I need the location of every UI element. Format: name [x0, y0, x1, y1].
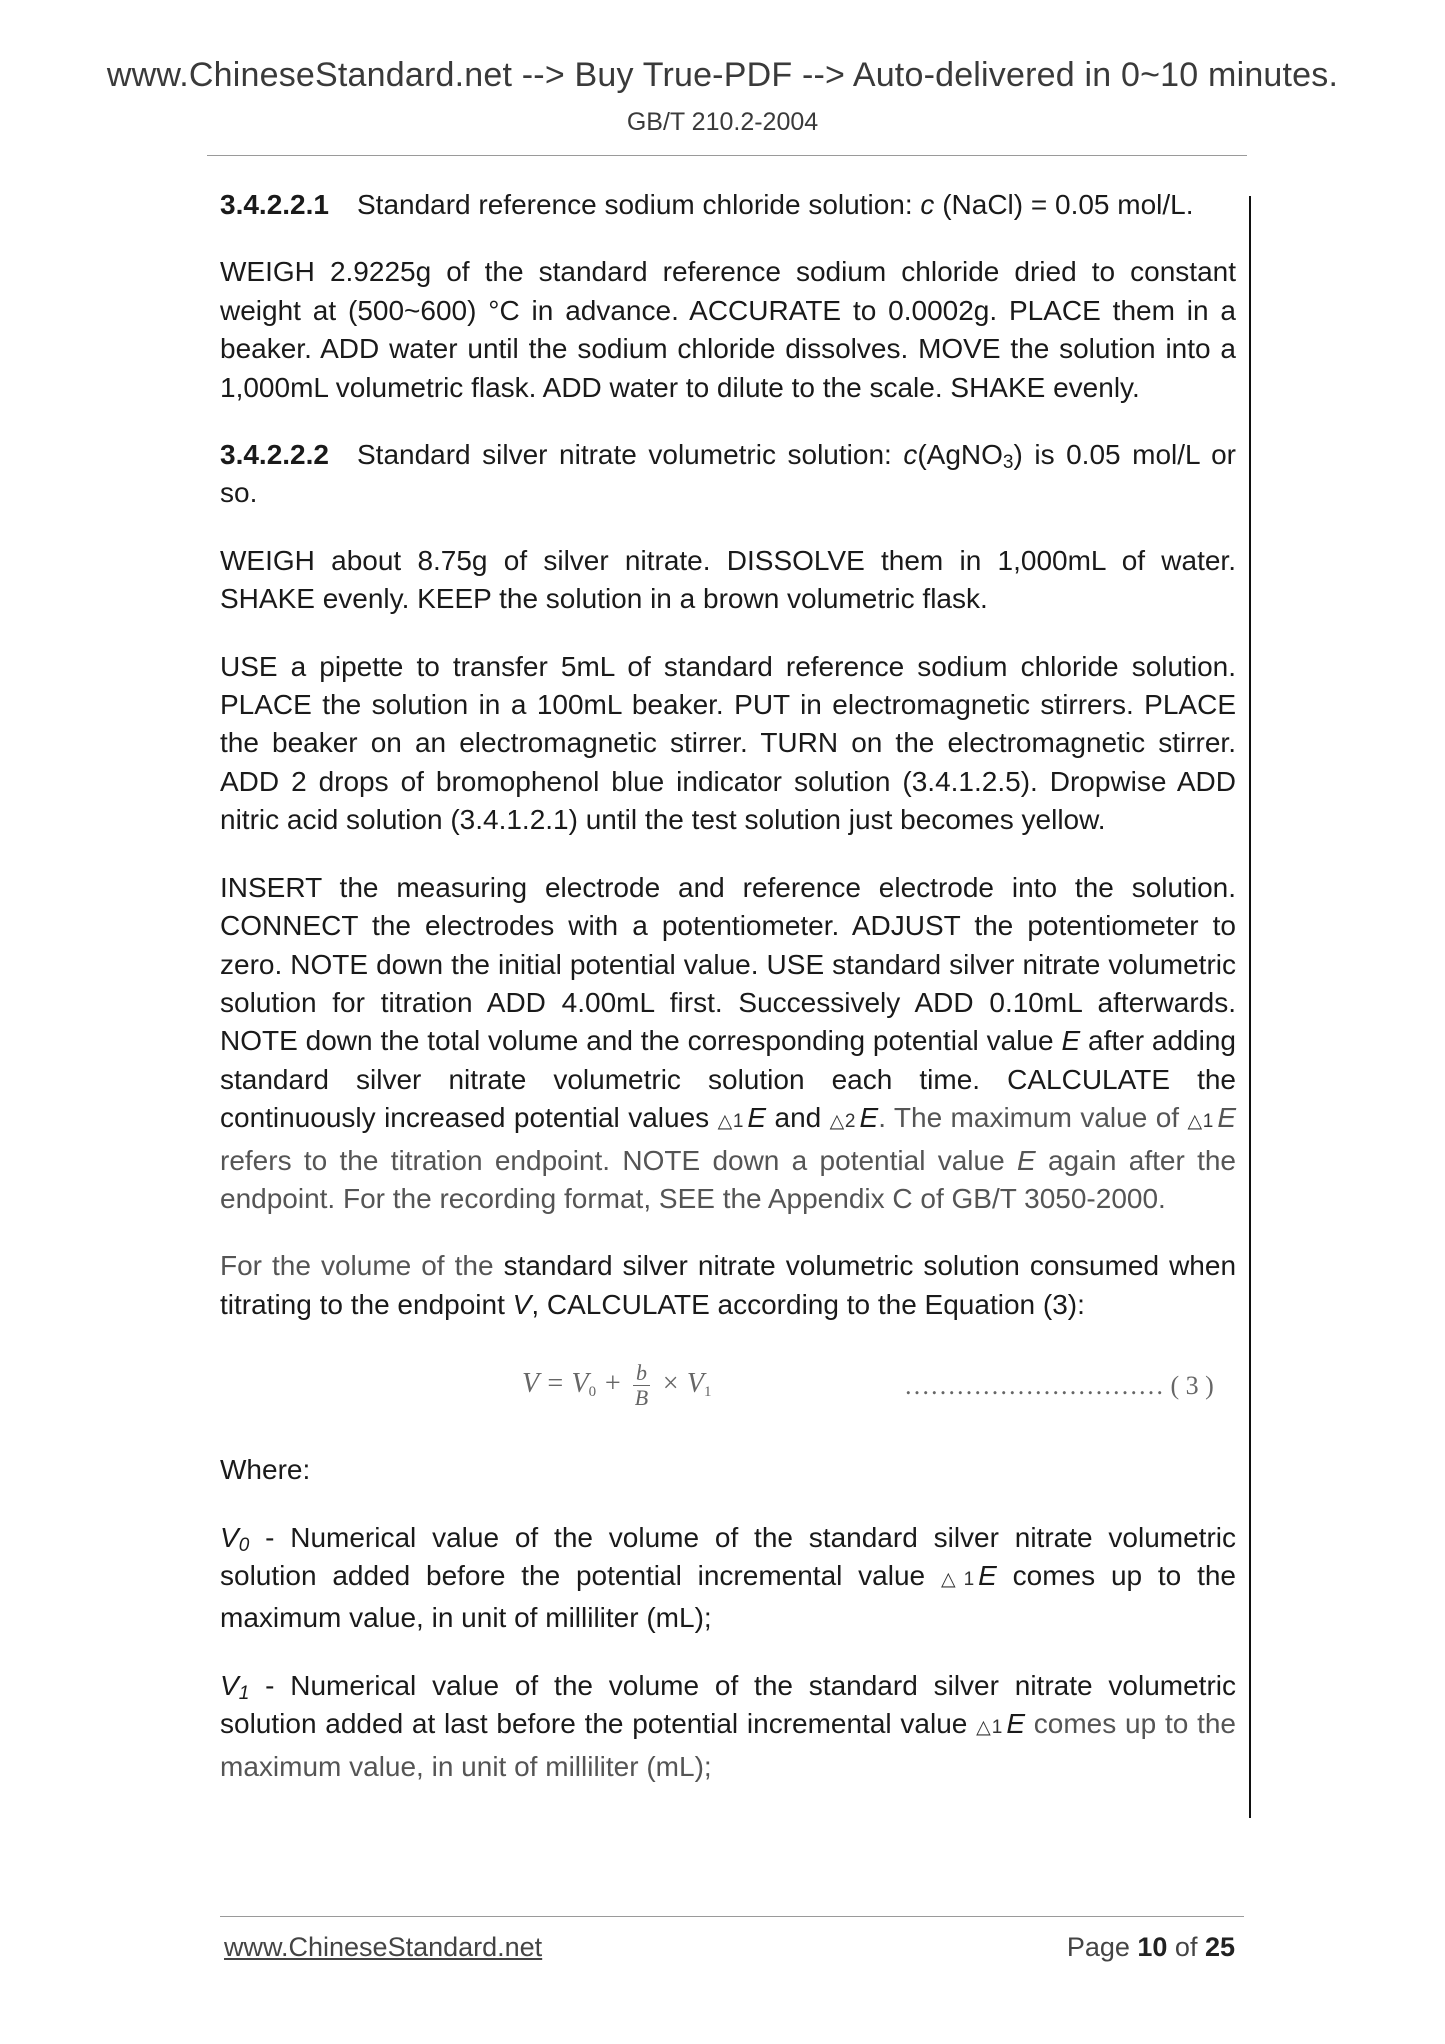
volume-symbol: V — [220, 1521, 239, 1553]
page-total: 25 — [1204, 1932, 1235, 1962]
potential-symbol: E — [1061, 1025, 1081, 1057]
text-run: after adding standard silver nitrate volumetric solution each time. CALCULATE the continuously increased potential values — [220, 1025, 1236, 1134]
concentration-symbol: c — [920, 189, 935, 220]
where-label: Where: — [220, 1454, 311, 1486]
potential-symbol: E — [978, 1559, 997, 1591]
footer-site-link[interactable]: www.ChineseStandard.net — [224, 1932, 543, 1962]
concentration-symbol: c — [903, 439, 918, 471]
delta-symbol: △1 — [717, 1111, 744, 1133]
section-title: Standard reference sodium chloride solution: — [356, 189, 921, 220]
delta-symbol: △1 — [1187, 1111, 1214, 1133]
text-run: For the volume of the — [220, 1250, 494, 1282]
text-run: refers to the titration endpoint. NOTE down a potential value — [220, 1144, 1017, 1176]
equation-times: × V — [654, 1368, 705, 1400]
text-run: comes up to the maximum value, in unit of milliliter (mL); — [220, 1708, 1236, 1782]
text-run: , CALCULATE according to the Equation (3): — [531, 1288, 1085, 1320]
text-run: again after the endpoint. For the recording format, SEE the Appendix C of GB/T 3050-2000. — [220, 1144, 1236, 1214]
text-run: comes up to the maximum value, in unit of milliliter (mL); — [220, 1559, 1236, 1634]
potential-symbol: E — [1016, 1144, 1036, 1176]
text-run: - Numerical value of the volume of the standard silver nitrate volumetric solution added at last before the potential incremental value — [220, 1669, 1236, 1740]
volume-symbol: V — [512, 1288, 532, 1320]
formula-pre: (AgNO — [917, 439, 1003, 471]
subscript: 1 — [238, 1682, 250, 1704]
potential-symbol: E — [859, 1102, 879, 1134]
equation-3 — [220, 1353, 1236, 1423]
paragraph-weigh-agno3: WEIGH about 8.75g of silver nitrate. DISSOLVE them in 1,000mL of water. SHAKE evenly. KEEP the solution in a brown volumetric flask. — [220, 544, 1236, 615]
paragraph-volume — [220, 1247, 1236, 1324]
of-word: of — [1167, 1932, 1205, 1962]
delta-symbol: △1 — [976, 1717, 1003, 1739]
page-word: Page — [1066, 1932, 1138, 1962]
numerator: b — [633, 1361, 650, 1386]
section-title: Standard silver nitrate volumetric solution: — [356, 439, 904, 471]
header-banner: www.ChineseStandard.net --> Buy True-PDF --> Auto-delivered in 0~10 minutes. — [106, 56, 1339, 94]
equation-lhs: V = V — [522, 1368, 589, 1400]
paragraph-weigh-nacl: WEIGH 2.9225g of the standard reference sodium chloride dried to constant weight at (500~600) °C in advance. ACCURATE to 0.0002g. PLACE them in a beaker. ADD water until the sodium chloride dissolves. MOVE the solution into a 1,000mL volumetric flask. ADD water to dilute to the scale. SHAKE evenly. — [220, 256, 1236, 403]
equation-expression — [522, 1361, 712, 1410]
volume-symbol: V — [220, 1669, 239, 1701]
potential-symbol: E — [747, 1102, 767, 1134]
section-3-4-2-2-1 — [220, 186, 1236, 224]
potential-symbol: E — [1006, 1708, 1025, 1740]
page-indicator — [1067, 1932, 1235, 1963]
text-run: and — [766, 1102, 830, 1134]
text-run: . The maximum value of — [878, 1102, 1188, 1134]
section-number: 3.4.2.2.1 — [220, 189, 329, 220]
text-run: standard silver nitrate volumetric solution consumed when titrating to the endpoint — [220, 1250, 1237, 1320]
equation-plus: + — [596, 1368, 630, 1400]
formula-subscript: 3 — [1002, 452, 1014, 474]
subscript: 0 — [238, 1534, 250, 1556]
denominator: B — [634, 1385, 649, 1411]
text-run: - Numerical value of the volume of the standard silver nitrate volumetric solution added before the potential incremental value — [220, 1521, 1236, 1591]
standard-code: GB/T 210.2-2004 — [626, 108, 819, 136]
change-bar — [1249, 196, 1251, 1818]
document-body — [220, 186, 1236, 1815]
section-3-4-2-2-2 — [220, 436, 1236, 513]
paragraph-insert-electrode — [220, 869, 1236, 1219]
text-run: INSERT the measuring electrode and reference electrode into the solution. CONNECT the electrodes with a potentiometer. ADJUST the potentiometer to zero. NOTE down the initial potential value. USE standard silver nitrate volumetric solution for titration ADD 4.00mL first. Successively ADD 0.10mL afterwards. NOTE down the total volume and the corresponding potential value — [220, 871, 1236, 1057]
formula-post: ) is 0.05 mol/L or so. — [220, 439, 1237, 509]
section-formula: (NaCl) = 0.05 mol/L. — [934, 189, 1194, 220]
delta-symbol: △1 — [940, 1568, 975, 1590]
equation-number: ………………………… ( 3 ) — [904, 1371, 1214, 1401]
page-number: 10 — [1137, 1932, 1168, 1962]
definition-v1 — [220, 1667, 1236, 1786]
paragraph-pipette: USE a pipette to transfer 5mL of standard reference sodium chloride solution. PLACE the solution in a 100mL beaker. PUT in electromagnetic stirrers. PLACE the beaker on an electromagnetic stirrer. TURN on the electromagnetic stirrer. ADD 2 drops of bromophenol blue indicator solution (3.4.1.2.5). Dropwise ADD nitric acid solution (3.4.1.2.1) until the test solution just becomes yellow. — [220, 650, 1236, 836]
definition-v0 — [220, 1519, 1236, 1638]
subscript: 0 — [588, 1384, 597, 1401]
fraction — [633, 1361, 650, 1410]
subscript: 1 — [704, 1384, 712, 1401]
potential-symbol: E — [1217, 1102, 1236, 1134]
header-divider — [207, 155, 1247, 156]
footer-divider — [220, 1916, 1244, 1917]
delta-symbol: △2 — [829, 1111, 856, 1133]
section-number: 3.4.2.2.2 — [220, 439, 329, 471]
